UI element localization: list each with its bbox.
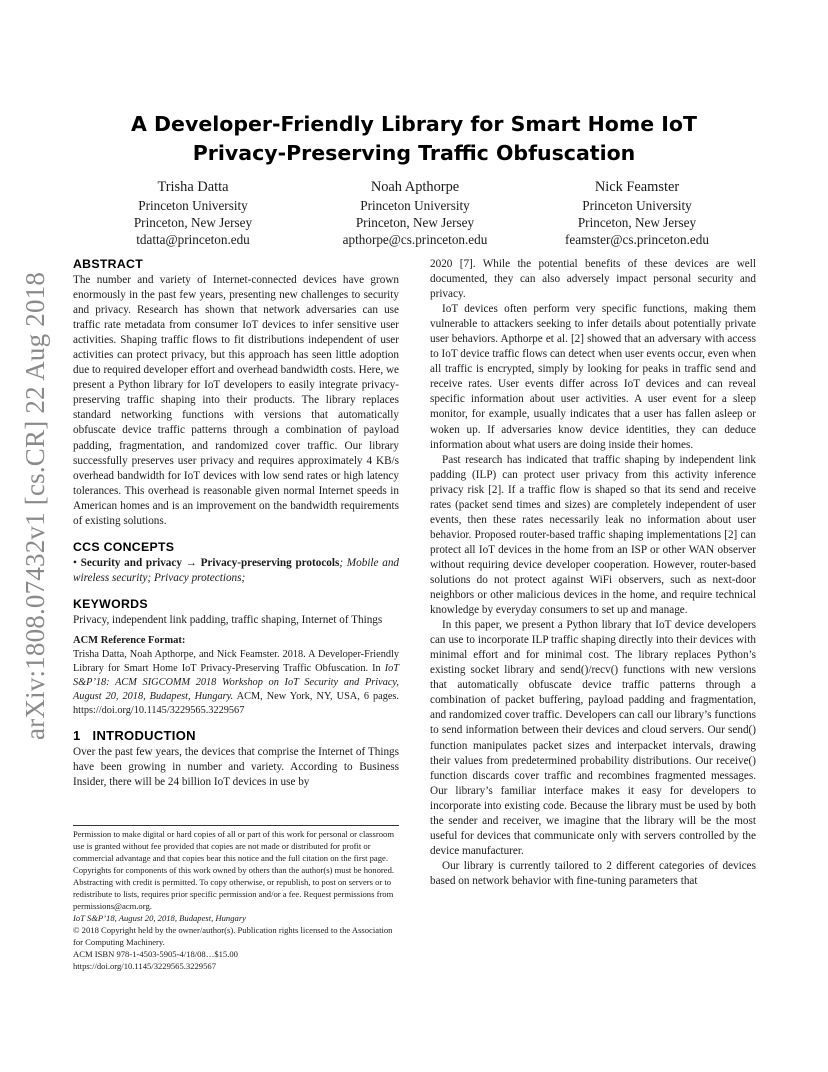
intro-paragraph-1: Over the past few years, the devices that comprise the Internet of Things have been growing in number and variety. According to Business Insider, there will be 24 billion IoT devices in use by	[73, 745, 399, 789]
arxiv-stamp: arXiv:1808.07432v1 [cs.CR] 22 Aug 2018	[20, 271, 50, 740]
acm-reference-venue: IoT S&P’18: ACM SIGCOMM 2018 Workshop on IoT Security and Privacy, August 20, 2018, Budapest, Hungary.	[73, 662, 399, 702]
acm-reference-end: ACM, New York, NY, USA, 6 pages. https://doi.org/10.1145/3229565.3229567	[73, 690, 400, 716]
ccs-secondary: ; Mobile and wireless security; Privacy protections;	[73, 556, 400, 584]
author-location: Princeton, New Jersey	[577, 214, 697, 230]
author-email[interactable]: apthorpe@cs.princeton.edu	[342, 232, 488, 247]
footnote-venue	[73, 912, 399, 924]
keywords-text: Privacy, independent link padding, traffic shaping, Internet of Things	[73, 613, 383, 626]
footnote-divider	[73, 825, 399, 826]
author-email[interactable]: feamster@cs.princeton.edu	[565, 232, 709, 247]
abstract-text: The number and variety of Internet-connected devices have grown enormously in the past few years, presenting new challenges to security and privacy. Research has shown that network adversaries can use traffic rate metadata from consumer IoT devices to infer sensitive user activities. Shaping traffic flows to fit distributions independent of user activities can protect privacy, but this approach has seen little adoption due to required developer effort and overhead bandwidth costs. Here, we present a Python library for IoT developers to easily integrate privacy-preserving traffic shaping into their products. The library replaces standard networking functions with versions that automatically obfuscate device traffic patterns through a combination of payload padding, fragmentation, and randomized cover traffic. Our library successfully preserves user privacy and requires approximately 4 KB/s overhead bandwidth for IoT devices with low send rates or high latency tolerances. This overhead is reasonable given normal Internet speeds in American homes and is an improvement on the bandwidth requirements of existing solutions.	[73, 274, 399, 527]
author-block	[83, 179, 303, 248]
left-column	[73, 255, 399, 790]
acm-reference-text	[73, 648, 399, 718]
author-affiliation: Princeton University	[360, 197, 470, 213]
ccs-text	[73, 556, 399, 586]
ccs-bullet: •	[73, 556, 77, 569]
author-location: Princeton, New Jersey	[355, 214, 475, 230]
acm-reference-heading: ACM Reference Format:	[73, 634, 186, 646]
copyright-notice: © 2018 Copyright held by the owner/author(s). Publication rights licensed to the Association for Computing Machinery.	[73, 925, 393, 947]
author-block	[527, 179, 747, 248]
isbn: ACM ISBN 978-1-4503-5905-4/18/08…$15.00	[73, 949, 238, 959]
author-location: Princeton, New Jersey	[133, 214, 253, 230]
author-name: Noah Apthorpe	[370, 179, 460, 195]
footnote-venue-text: IoT S&P’18, August 20, 2018, Budapest, Hungary	[73, 913, 246, 923]
ccs-primary: Security and privacy → Privacy-preserving protocols	[80, 556, 340, 569]
author-name: Nick Feamster	[594, 179, 680, 195]
intro-paragraph-3: Past research has indicated that traffic shaping by independent link padding (ILP) can protect user privacy from this activity inference privacy risk [2]. If a traffic flow is shaped so that its send and receive rates (packet send times and sizes) are completely independent of user events, then these rates necessarily leak no information about user behavior. Proposed router-based traffic shaping implementations [2] can protect all IoT devices in the home from an ISP or other WAN observer without requiring device developer cooperation. However, router-based solutions do not protect against WiFi observers, such as next-door neighbors or other malicious devices in the home, and require technical knowledge by everyday consumers to set up and manage.	[430, 453, 756, 617]
section-title: INTRODUCTION	[92, 727, 196, 743]
section-number: 1	[73, 727, 81, 743]
acm-reference-plain: Trisha Datta, Noah Apthorpe, and Nick Feamster. 2018. A Developer-Friendly Library for Smart Home IoT Privacy-Preserving Traffic Obfuscation. In	[73, 648, 399, 674]
author-affiliation: Princeton University	[138, 197, 248, 213]
doi-link[interactable]: https://doi.org/10.1145/3229565.3229567	[73, 961, 216, 971]
author-email[interactable]: tdatta@princeton.edu	[136, 232, 250, 247]
paper-title	[0, 110, 828, 168]
intro-paragraph-4: In this paper, we present a Python library that IoT device developers can use to incorporate ILP traffic shaping directly into their devices with minimal effort and for minimal cost. The library replaces Python’s existing socket library and send()/recv() functions with new versions that automatically obfuscate device traffic patterns through a combination of packet buffering, payload padding and fragmentation, and randomized cover traffic. Developers can call our library’s functions to send information between their devices and cloud servers. Our send() function manipulates packet sizes and interpacket intervals, drawing their values from predetermined probability distributions. Our receive() function discards cover traffic and recombines fragmented messages. Our library’s familiar interface makes it easy for developers to incorporate into existing code. Because the library must be used by both the sender and receiver, we imagine that the library will be the most useful for devices that communicate only with servers controlled by the device manufacturer.	[430, 619, 756, 857]
intro-paragraph-2: IoT devices often perform very specific functions, making them vulnerable to attackers seeking to infer details about potentially private user behaviors. Apthorpe et al. [2] showed that an adversary with access to IoT device traffic flows can detect when user events occur, even when all traffic is encrypted, simply by looking for peaks in traffic send and receive rates. User events differ across IoT devices and can reveal specific information about user activities. A user event for a sleep monitor, for example, usually indicates that a user has fallen asleep or woken up. If adversaries know device identities, they can deduce information about what users are doing inside their homes.	[430, 303, 756, 451]
right-column	[430, 257, 756, 889]
title-line-1: A Developer-Friendly Library for Smart Home IoT	[131, 112, 697, 136]
keywords-heading: KEYWORDS	[73, 596, 148, 611]
author-name: Trisha Datta	[157, 179, 229, 195]
intro-paragraph-1-continued: 2020 [7]. While the potential benefits of these devices are well documented, they can also adversely impact personal security and privacy.	[430, 258, 756, 301]
intro-paragraph-5: Our library is currently tailored to 2 different categories of devices based on network behavior with fine-tuning parameters that	[430, 859, 756, 887]
permission-notice: Permission to make digital or hard copies of all or part of this work for personal or classroom use is granted without fee provided that copies are not made or distributed for profit or commercial advantage and that copies bear this notice and the full citation on the first page. Copyrights for components of this work owned by others than the author(s) must be honored. Abstracting with credit is permitted. To copy otherwise, or republish, to post on servers or to redistribute to lists, requires prior specific permission and/or a fee. Request permissions from permissions@acm.org.	[73, 829, 395, 911]
title-line-2: Privacy-Preserving Traffic Obfuscation	[192, 141, 636, 165]
abstract-heading: ABSTRACT	[73, 257, 144, 271]
author-block	[305, 179, 525, 248]
author-affiliation: Princeton University	[582, 197, 692, 213]
introduction-heading	[73, 727, 399, 745]
copyright-footnote	[73, 828, 399, 972]
ccs-heading: CCS CONCEPTS	[73, 539, 175, 554]
